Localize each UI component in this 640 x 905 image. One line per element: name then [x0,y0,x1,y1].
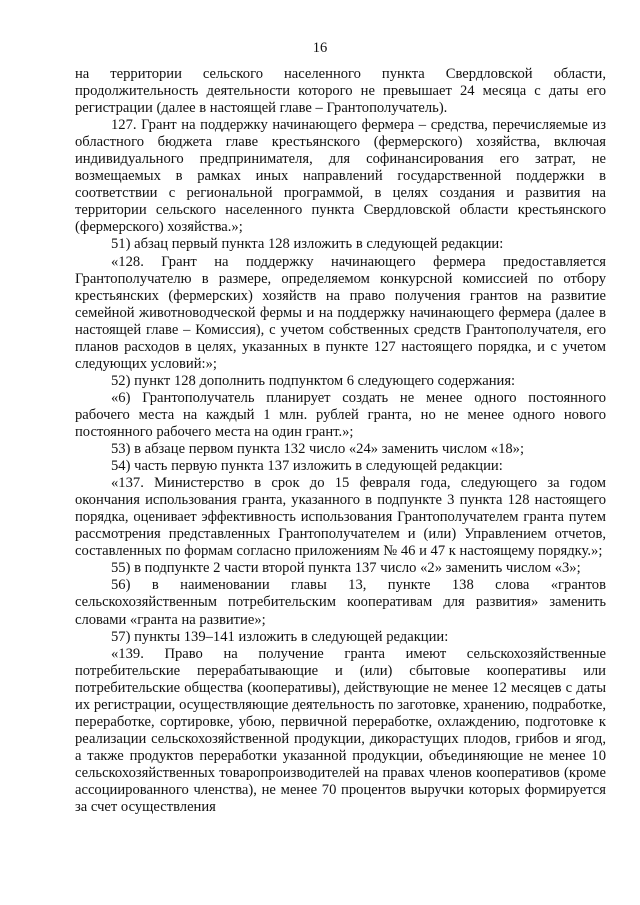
page-number: 16 [312,40,328,56]
paragraph-137: «137. Министерство в срок до 15 февраля года, следующего за годом окончания использования гранта, указанного в подпункте 3 пункта 128 настоящего порядка, оценивает эффективность использования Грантополучателем гранта путем рассмотрения представленных Грантополучателем и (или) Управлением отчетов, составленных по формам согласно приложениям № 46 и 47 к настоящему порядку.»; [75,475,606,560]
document-body [75,66,606,816]
paragraph-amendment-56: 56) в наименовании главы 13, пункте 138 слова «грантов сельскохозяйственным потребительским кооперативам для развития» заменить словами «гранта на развитие»; [75,577,606,628]
paragraph-amendment-54: 54) часть первую пункта 137 изложить в следующей редакции: [111,458,503,475]
paragraph-amendment-53: 53) в абзаце первом пункта 132 число «24» заменить числом «18»; [111,441,525,458]
paragraph-amendment-51: 51) абзац первый пункта 128 изложить в следующей редакции: [111,236,504,253]
paragraph-subpoint-6: «6) Грантополучатель планирует создать не менее одного постоянного рабочего места на каждый 1 млн. рублей гранта, но не менее одного нового постоянного рабочего места на один грант.»; [75,389,606,440]
paragraph-amendment-52: 52) пункт 128 дополнить подпунктом 6 следующего содержания: [111,372,516,389]
paragraph-127: 127. Грант на поддержку начинающего фермера – средства, перечисляемые из областного бюджета главе крестьянского (фермерского) хозяйства, включая индивидуального предпринимателя, для софинансирования его затрат, не возмещаемых в рамках иных направлений государственной поддержки в соответствии с региональной программой, в целях создания и развития на территории сельского населенного пункта Свердловской области крестьянского (фермерского) хозяйства.»; [75,117,606,236]
paragraph-128: «128. Грант на поддержку начинающего фермера предоставляется Грантополучателю в размере, определяемом конкурсной комиссией по отбору крестьянских (фермерских) хозяйств на право получения грантов на развитие семейной животноводческой фермы и на поддержку начинающего фермера (далее в настоящей главе – Комиссия), с учетом собственных средств Грантополучателя, его планов расходов в целях, указанных в пункте 127 настоящего порядка, и с учетом следующих условий:»; [75,253,606,372]
paragraph-amendment-55: 55) в подпункте 2 части второй пункта 137 число «2» заменить числом «3»; [111,560,581,577]
paragraph-139: «139. Право на получение гранта имеют сельскохозяйственные потребительские перерабатывающие и (или) сбытовые кооперативы или потребительские общества (кооперативы), действующие не менее 12 месяцев с даты их регистрации, осуществляющие деятельность по заготовке, хранению, подработке, переработке, сортировке, убою, первичной переработке, охлаждению, подготовке к реализации сельскохозяйственной продукции, дикорастущих плодов, грибов и ягод, а также продуктов переработки указанной продукции, объединяющие не менее 10 сельскохозяйственных товаропроизводителей на правах членов кооперативов (кроме ассоциированного членства), не менее 70 процентов выручки которых формируется за счет осуществления [75,645,606,816]
paragraph-continuation: на территории сельского населенного пункта Свердловской области, продолжительность деятельности которого не превышает 24 месяца с даты его регистрации (далее в настоящей главе – Грантополучатель). [75,66,606,117]
paragraph-amendment-57: 57) пункты 139–141 изложить в следующей редакции: [111,628,449,645]
